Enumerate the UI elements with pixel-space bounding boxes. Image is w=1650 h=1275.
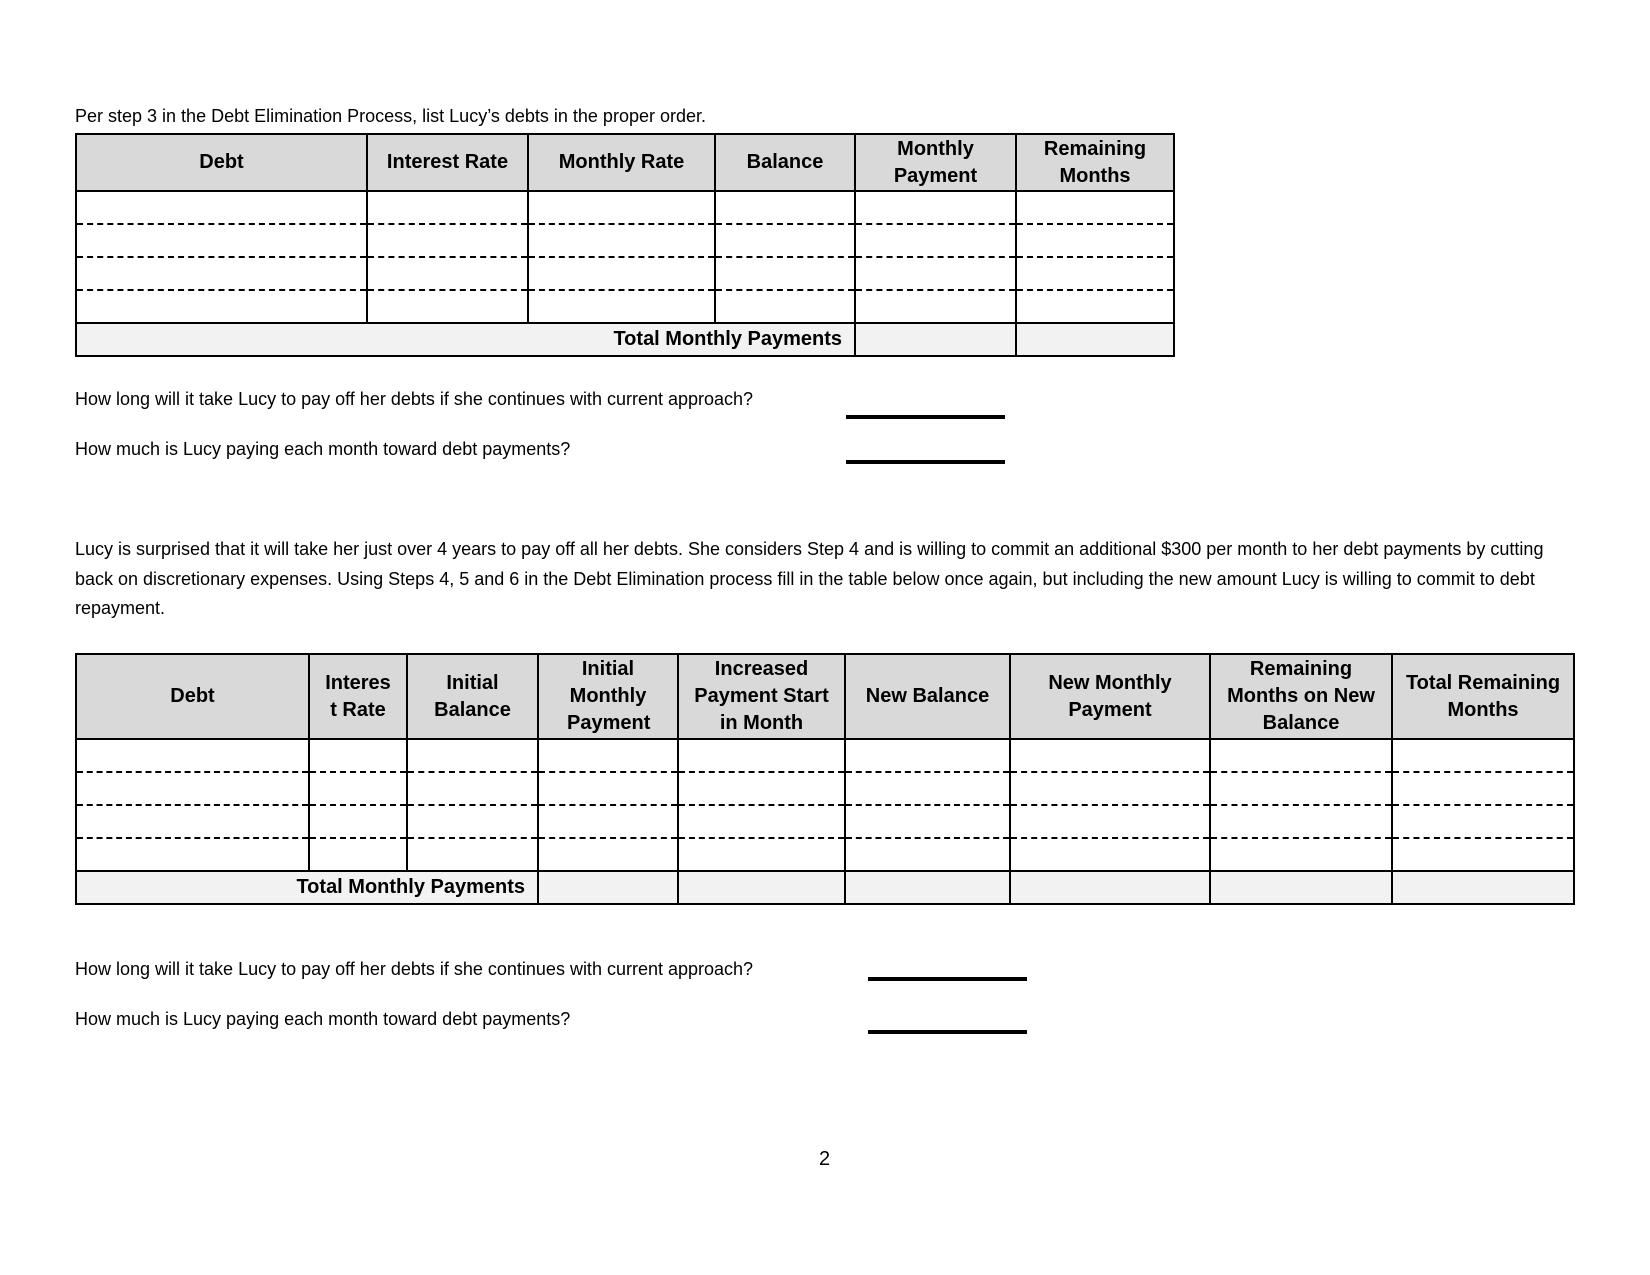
debt-cell[interactable] — [76, 772, 309, 805]
table-row — [76, 257, 1174, 290]
initial-balance-cell[interactable] — [407, 772, 538, 805]
total-monthly-payments-label: Total Monthly Payments — [76, 871, 538, 904]
debt-cell[interactable] — [76, 739, 309, 772]
balance-cell[interactable] — [715, 257, 855, 290]
new-monthly-payment-cell[interactable] — [1010, 805, 1210, 838]
total-row — [76, 323, 1174, 356]
table-row — [76, 838, 1574, 871]
answer-blank-payoff-time[interactable] — [846, 415, 1005, 419]
header-initial-balance: Initial Balance — [407, 654, 538, 739]
header-total-remaining-months: Total Remaining Months — [1392, 654, 1574, 739]
interest-rate-cell[interactable] — [309, 838, 407, 871]
question-payoff-time-2: How long will it take Lucy to pay off her debts if she continues with current approach? — [75, 959, 754, 979]
header-balance: Balance — [715, 134, 855, 191]
interest-rate-cell[interactable] — [309, 805, 407, 838]
answer-blank-payoff-time-2[interactable] — [868, 977, 1027, 981]
debt-cell[interactable] — [76, 224, 367, 257]
header-increased-payment-start: Increased Payment Start in Month — [678, 654, 845, 739]
table-row — [76, 290, 1174, 323]
header-debt: Debt — [76, 654, 309, 739]
monthly-rate-cell[interactable] — [528, 290, 715, 323]
monthly-payment-cell[interactable] — [855, 290, 1016, 323]
total-remaining-months-cell[interactable] — [1392, 838, 1574, 871]
header-interest-rate: Interest Rate — [367, 134, 528, 191]
new-balance-cell[interactable] — [845, 838, 1010, 871]
monthly-rate-cell[interactable] — [528, 257, 715, 290]
debt-cell[interactable] — [76, 257, 367, 290]
interest-rate-cell[interactable] — [309, 739, 407, 772]
table1-instruction: Per step 3 in the Debt Elimination Process, list Lucy’s debts in the proper order. — [75, 106, 706, 126]
remaining-months-new-balance-cell[interactable] — [1210, 739, 1392, 772]
total-initial-monthly-payment-cell[interactable] — [538, 871, 678, 904]
total-row — [76, 871, 1574, 904]
remaining-months-cell[interactable] — [1016, 191, 1174, 224]
header-remaining-months: Remaining Months — [1016, 134, 1174, 191]
new-monthly-payment-cell[interactable] — [1010, 739, 1210, 772]
remaining-months-new-balance-cell[interactable] — [1210, 805, 1392, 838]
debt-cell[interactable] — [76, 805, 309, 838]
header-remaining-months-new-balance: Remaining Months on New Balance — [1210, 654, 1392, 739]
remaining-months-new-balance-cell[interactable] — [1210, 838, 1392, 871]
debt-cell[interactable] — [76, 838, 309, 871]
total-new-monthly-payment-cell[interactable] — [1010, 871, 1210, 904]
header-debt: Debt — [76, 134, 367, 191]
new-monthly-payment-cell[interactable] — [1010, 772, 1210, 805]
page-number: 2 — [819, 1148, 831, 1170]
increased-payment-start-cell[interactable] — [678, 772, 845, 805]
monthly-rate-cell[interactable] — [528, 224, 715, 257]
header-interest-rate: Interes t Rate — [309, 654, 407, 739]
monthly-payment-cell[interactable] — [855, 224, 1016, 257]
balance-cell[interactable] — [715, 290, 855, 323]
question-monthly-amount-2: How much is Lucy paying each month toward debt payments? — [75, 1009, 571, 1029]
total-remaining-months-cell[interactable] — [1392, 739, 1574, 772]
total-total-remaining-months-cell[interactable] — [1392, 871, 1574, 904]
question-monthly-amount: How much is Lucy paying each month toward debt payments? — [75, 439, 571, 459]
monthly-payment-cell[interactable] — [855, 191, 1016, 224]
balance-cell[interactable] — [715, 224, 855, 257]
increased-payment-start-cell[interactable] — [678, 805, 845, 838]
header-new-monthly-payment: New Monthly Payment — [1010, 654, 1210, 739]
interest-rate-cell[interactable] — [367, 191, 528, 224]
new-balance-cell[interactable] — [845, 805, 1010, 838]
table-row — [76, 772, 1574, 805]
table-row — [76, 739, 1574, 772]
increased-payment-start-cell[interactable] — [678, 838, 845, 871]
table-row — [76, 224, 1174, 257]
total-remaining-months-cell[interactable] — [1392, 772, 1574, 805]
total-remaining-months-new-balance-cell[interactable] — [1210, 871, 1392, 904]
initial-balance-cell[interactable] — [407, 805, 538, 838]
interest-rate-cell[interactable] — [367, 290, 528, 323]
interest-rate-cell[interactable] — [367, 224, 528, 257]
new-monthly-payment-cell[interactable] — [1010, 838, 1210, 871]
monthly-payment-cell[interactable] — [855, 257, 1016, 290]
total-remaining-months-cell[interactable] — [1392, 805, 1574, 838]
debt-cell[interactable] — [76, 191, 367, 224]
debt-repayment-table — [75, 653, 1575, 905]
remaining-months-cell[interactable] — [1016, 257, 1174, 290]
monthly-rate-cell[interactable] — [528, 191, 715, 224]
interest-rate-cell[interactable] — [309, 772, 407, 805]
new-balance-cell[interactable] — [845, 772, 1010, 805]
interest-rate-cell[interactable] — [367, 257, 528, 290]
initial-monthly-payment-cell[interactable] — [538, 739, 678, 772]
initial-monthly-payment-cell[interactable] — [538, 838, 678, 871]
header-new-balance: New Balance — [845, 654, 1010, 739]
initial-balance-cell[interactable] — [407, 739, 538, 772]
remaining-months-cell[interactable] — [1016, 290, 1174, 323]
total-remaining-months-cell[interactable] — [1016, 323, 1174, 356]
answer-blank-monthly-amount-2[interactable] — [868, 1030, 1027, 1034]
debt-cell[interactable] — [76, 290, 367, 323]
table-row — [76, 805, 1574, 838]
header-monthly-payment: Monthly Payment — [855, 134, 1016, 191]
initial-monthly-payment-cell[interactable] — [538, 772, 678, 805]
total-increased-payment-start-cell[interactable] — [678, 871, 845, 904]
scenario-paragraph: Lucy is surprised that it will take her just over 4 years to pay off all her debts. She considers Step 4 and is willing to commit an additional $300 per month to her debt payments by cutting back on discretionary expenses. Using Steps 4, 5 and 6 in the Debt Elimination process fill in the table below once again, but including the new amount Lucy is willing to commit to debt repayment. — [75, 539, 1544, 618]
initial-monthly-payment-cell[interactable] — [538, 805, 678, 838]
table-row — [76, 191, 1174, 224]
total-monthly-payments-label: Total Monthly Payments — [76, 323, 855, 356]
remaining-months-new-balance-cell[interactable] — [1210, 772, 1392, 805]
header-initial-monthly-payment: Initial Monthly Payment — [538, 654, 678, 739]
total-monthly-payment-cell[interactable] — [855, 323, 1016, 356]
increased-payment-start-cell[interactable] — [678, 739, 845, 772]
debt-order-table — [75, 133, 1175, 357]
answer-blank-monthly-amount[interactable] — [846, 460, 1005, 464]
total-new-balance-cell[interactable] — [845, 871, 1010, 904]
balance-cell[interactable] — [715, 191, 855, 224]
initial-balance-cell[interactable] — [407, 838, 538, 871]
question-payoff-time: How long will it take Lucy to pay off her debts if she continues with current approach? — [75, 389, 754, 409]
header-monthly-rate: Monthly Rate — [528, 134, 715, 191]
remaining-months-cell[interactable] — [1016, 224, 1174, 257]
new-balance-cell[interactable] — [845, 739, 1010, 772]
